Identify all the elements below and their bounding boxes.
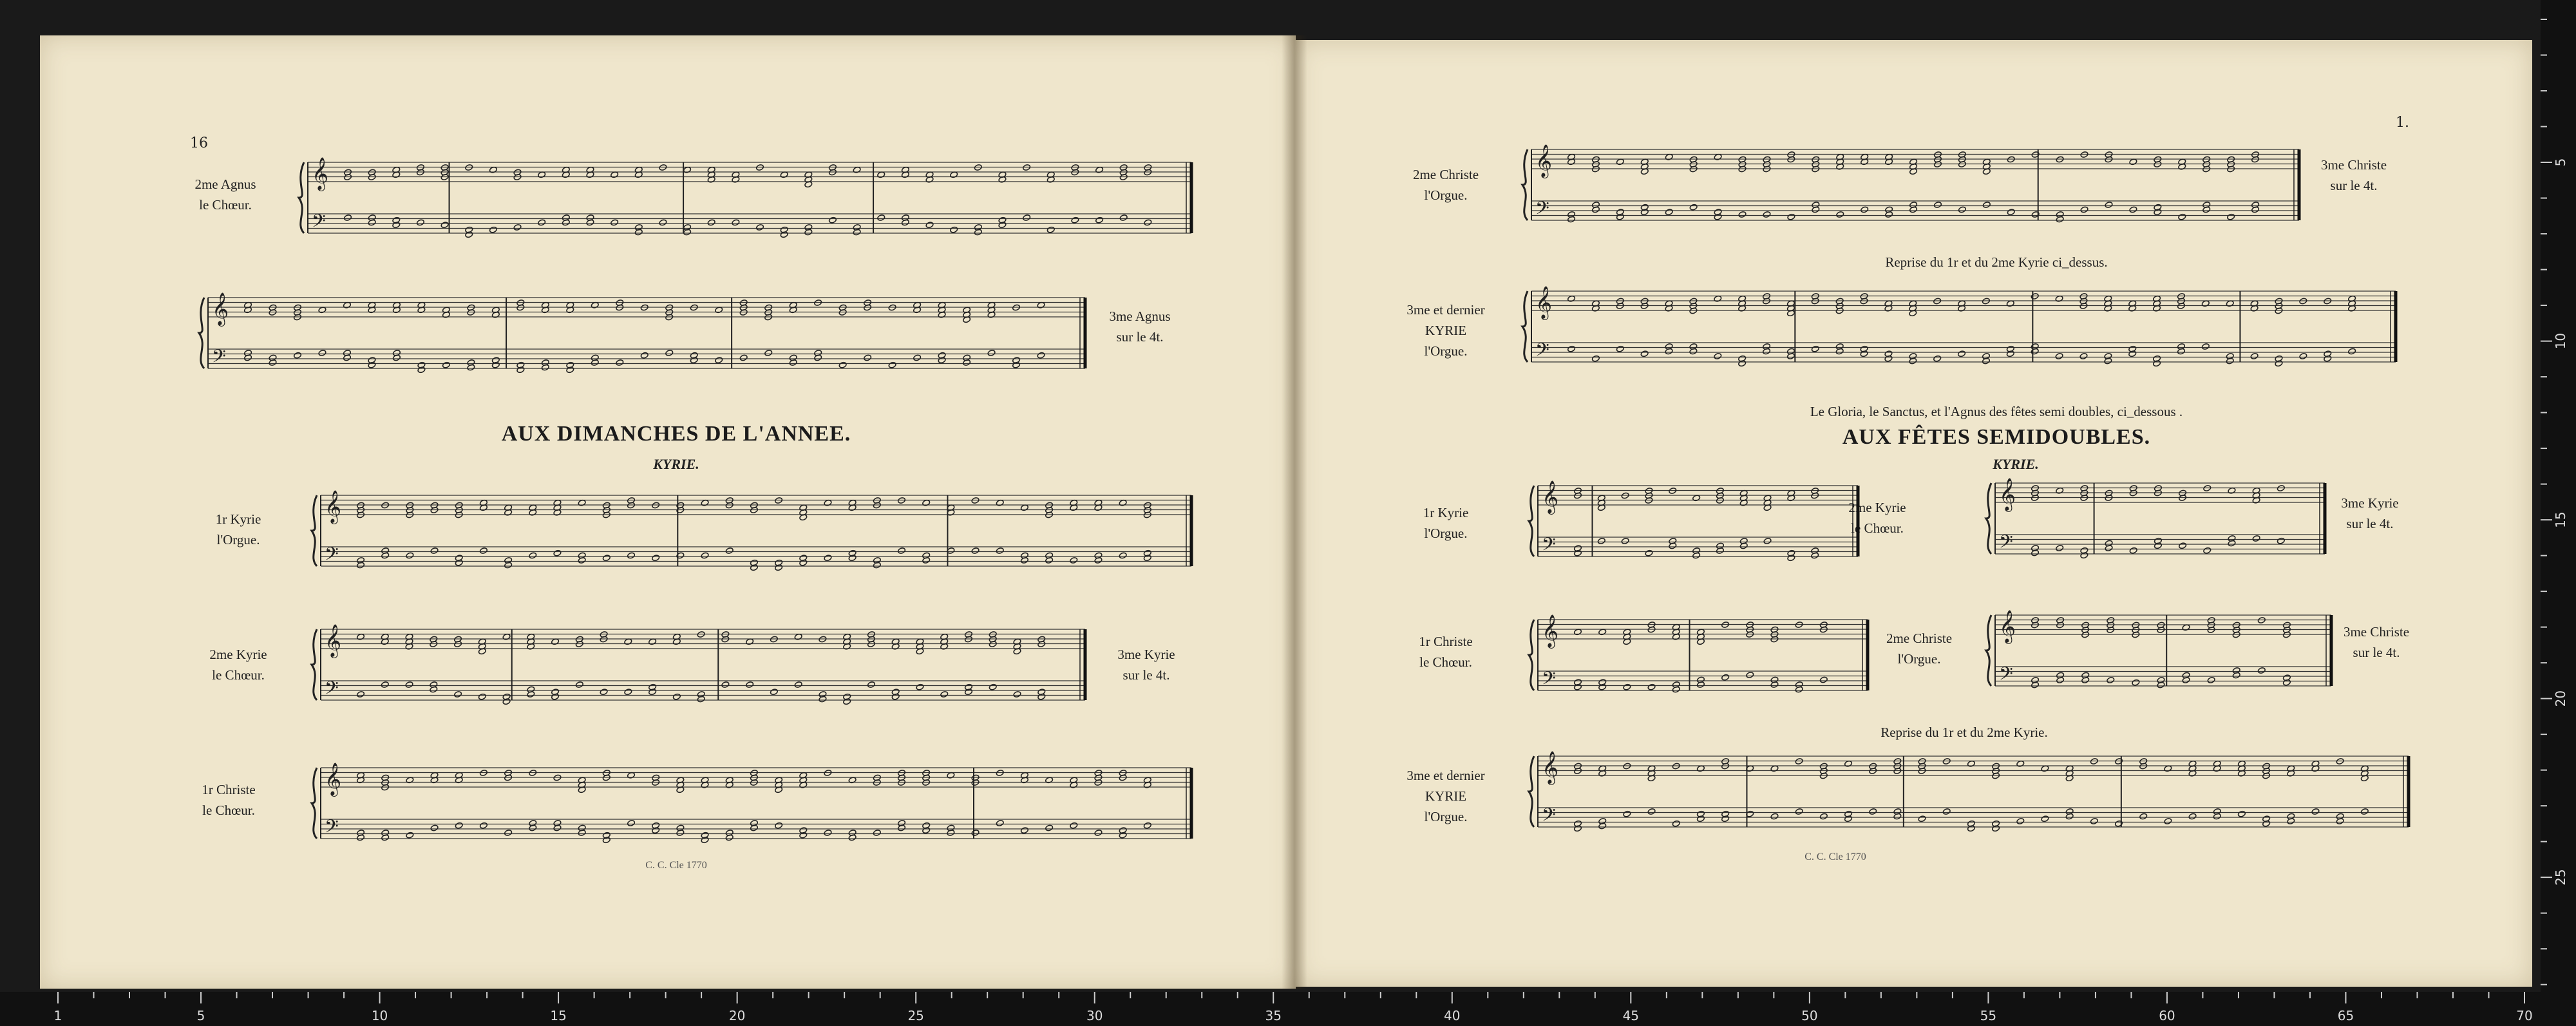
music-system-11 [1984,607,2344,717]
ruler-label: 5 [196,1008,205,1023]
music-system-8 [1526,478,1871,587]
ruler-label: 20 [2553,690,2568,707]
right-heading: AUX FÊTES SEMIDOUBLES. [1842,425,2151,449]
ruler-label: 20 [728,1008,746,1023]
ruler-label: 10 [371,1008,388,1023]
svg-text:𝄢: 𝄢 [312,211,326,236]
svg-text:𝄢: 𝄢 [1999,663,2013,689]
svg-text:𝄢: 𝄢 [1535,198,1549,223]
svg-text:𝄞: 𝄞 [212,292,229,325]
staff-notation [1520,142,2312,251]
ruler-label: 15 [550,1008,567,1023]
svg-text:𝄞: 𝄞 [325,763,342,795]
right-subheading: KYRIE. [1993,456,2039,472]
staff-notation [1520,283,2409,393]
right-ruler [2541,0,2576,992]
svg-text:𝄢: 𝄢 [1542,668,1556,694]
staff-notation [1526,748,2421,858]
left-system-2-right-label: 3me Agnus sur le 4t. [1109,309,1171,345]
music-system-12 [1526,748,2421,858]
right-system-5-label: 1r Christe le Chœur. [1419,634,1473,670]
left-system-3-label: 1r Kyrie l'Orgue. [215,511,261,547]
ruler-label: 1 [53,1008,62,1023]
right-system-2-label: 3me et dernier KYRIE l'Orgue. [1406,302,1485,359]
ruler-label: 65 [2337,1008,2354,1023]
staff-notation [1984,475,2338,585]
right-system-6-label: 2me Christe l'Orgue. [1886,631,1953,667]
svg-text:𝄞: 𝄞 [1535,144,1553,177]
svg-text:𝄞: 𝄞 [1999,610,2016,643]
svg-text:𝄞: 𝄞 [1542,614,1559,647]
ruler-label: 25 [907,1008,924,1023]
music-system-1 [296,155,1204,264]
staff-notation [296,155,1204,264]
ruler-label: 45 [1622,1008,1640,1023]
right-system-3-label: 1r Kyrie l'Orgue. [1423,505,1469,541]
staff-notation [1526,612,1880,721]
left-folio: 16 [190,135,208,151]
staff-notation [309,760,1204,869]
ruler-label: 25 [2553,869,2568,886]
right-system-4-right-label: 3me Kyrie sur le 4t. [2341,495,2399,531]
svg-text:𝄞: 𝄞 [1542,751,1559,784]
svg-text:𝄞: 𝄞 [1999,478,2016,511]
left-heading: AUX DIMANCHES DE L'ANNEE. [501,422,851,446]
staff-notation [309,622,1098,731]
svg-text:𝄢: 𝄢 [1542,804,1556,830]
staff-notation [1526,478,1871,587]
book-gutter [1282,35,1307,989]
bottom-ruler [0,992,2576,1026]
music-system-4 [309,622,1098,731]
right-system-7-label: 3me et dernier KYRIE l'Orgue. [1406,768,1485,824]
svg-text:𝄢: 𝄢 [325,544,339,569]
left-system-1-label: 2me Agnus le Chœur. [194,176,256,213]
right-system-1-right-label: 3me Christe sur le 4t. [2320,157,2387,193]
left-system-5-label: 1r Christe le Chœur. [202,782,256,818]
left-system-4-right-label: 3me Kyrie sur le 4t. [1117,647,1175,683]
right-system-1-label: 2me Christe l'Orgue. [1412,167,1479,203]
svg-text:𝄢: 𝄢 [325,816,339,842]
staff-notation [309,488,1204,597]
left-system-4-label: 2me Kyrie le Chœur. [209,647,267,683]
staff-notation [196,290,1098,399]
svg-text:𝄢: 𝄢 [212,346,226,372]
right-footer-mark: C. C. Cle 1770 [1804,851,1866,862]
ruler-label: 55 [1980,1008,1997,1023]
music-system-5 [309,760,1204,869]
ruler-label: 35 [1265,1008,1282,1023]
ruler-label: 10 [2553,332,2568,350]
right-system-6-right-label: 3me Christe sur le 4t. [2343,624,2410,660]
left-footer-mark: C. C. Cle 1770 [645,860,707,871]
ruler-label: 60 [2159,1008,2175,1023]
music-system-10 [1526,612,1880,721]
right-system-4-label: 2me Kyrie le Chœur. [1848,500,1906,536]
right-folio: 1. [2396,115,2409,131]
svg-text:𝄞: 𝄞 [312,157,329,190]
svg-text:𝄢: 𝄢 [325,678,339,703]
staff-notation [1984,607,2344,717]
ruler-label: 30 [1086,1008,1103,1023]
music-system-6 [1520,142,2312,251]
right-ruler-scale [2541,0,2576,992]
right-gloria-note: Le Gloria, le Sanctus, et l'Agnus des fêtes semi doubles, ci_dessous . [1810,404,2183,419]
music-system-9 [1984,475,2338,585]
ruler-label: 50 [1801,1008,1818,1023]
svg-text:𝄢: 𝄢 [1535,339,1549,365]
svg-text:𝄞: 𝄞 [1535,286,1553,319]
svg-text:𝄞: 𝄞 [325,490,342,523]
bottom-ruler-scale [0,992,2576,1026]
ruler-label: 40 [1444,1008,1461,1023]
ruler-label: 5 [2553,158,2568,167]
right-reprise-1: Reprise du 1r et du 2me Kyrie ci_dessus. [1885,254,2108,270]
ruler-label: 15 [2553,511,2568,528]
svg-text:𝄞: 𝄞 [325,624,342,657]
ruler-label: 70 [2516,1008,2533,1023]
music-system-2 [196,290,1098,399]
left-subheading: KYRIE. [653,456,699,472]
svg-text:𝄞: 𝄞 [1542,480,1559,513]
right-reprise-2: Reprise du 1r et du 2me Kyrie. [1880,725,2048,740]
music-system-7 [1520,283,2409,393]
music-system-3 [309,488,1204,597]
svg-text:𝄢: 𝄢 [1999,531,2013,557]
svg-text:𝄢: 𝄢 [1542,534,1556,560]
